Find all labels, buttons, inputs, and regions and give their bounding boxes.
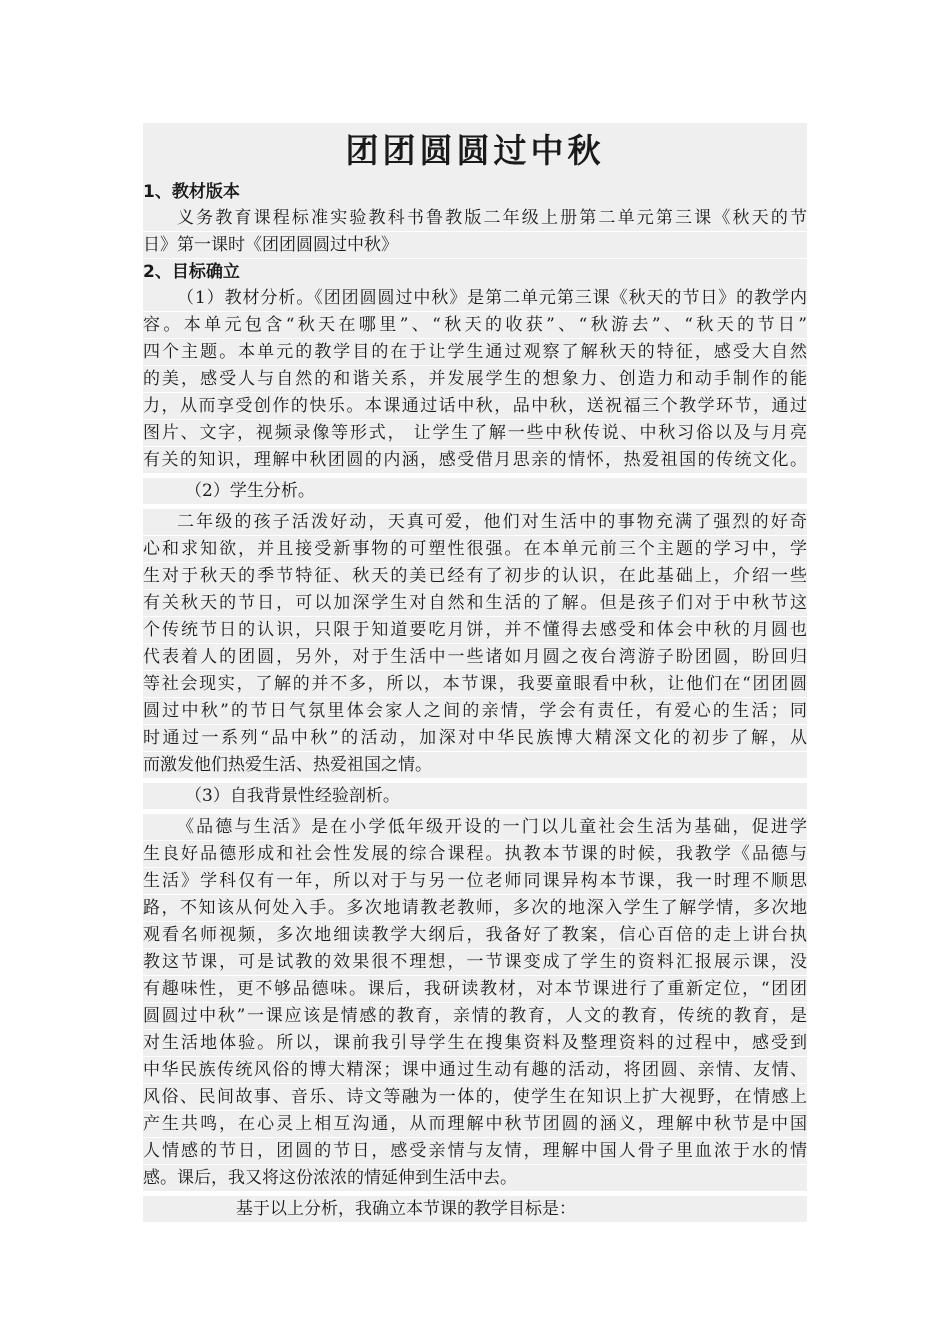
paragraph-self-experience-analysis <box>143 814 807 1191</box>
text-line: 等社会现实，了解的并不多，所以，本节课，我要童眼看中秋，让他们在“团团圆 <box>143 671 807 697</box>
text-line: 有关的知识，理解中秋团圆的内涵，感受借月思亲的情怀，热爱祖国的传统文化。 <box>143 447 807 473</box>
text-line: 时通过一系列“品中秋”的活动，加深对中华民族博大精深文化的初步了解，从 <box>143 725 807 751</box>
paragraph-textbook-version <box>143 205 807 258</box>
text-line: 日》第一课时《团团圆圆过中秋》 <box>143 232 807 258</box>
text-line: 感。课后，我又将这份浓浓的情延伸到生活中去。 <box>143 1165 807 1191</box>
paragraph-conclusion <box>143 1196 807 1222</box>
text-line: （3）自我背景性经验剖析。 <box>143 783 807 809</box>
text-line: 路，不知该从何处入手。多次地请教老教师，多次的地深入学生了解学情，多次地 <box>143 895 807 921</box>
document-body <box>143 123 807 1223</box>
text-line: 中华民族传统风俗的博大精深；课中通过生动有趣的活动，将团圆、亲情、友情、 <box>143 1057 807 1083</box>
text-line: （1）教材分析。《团团圆圆过中秋》是第二单元第三课《秋天的节日》的教学内 <box>143 285 807 311</box>
text-line: 观看名师视频，多次地细读教学大纲后，我备好了教案，信心百倍的走上讲台执 <box>143 922 807 948</box>
text-line: 基于以上分析，我确立本节课的教学目标是： <box>143 1196 807 1222</box>
text-line: 二年级的孩子活泼好动，天真可爱，他们对生活中的事物充满了强烈的好奇 <box>143 509 807 535</box>
text-line: （2）学生分析。 <box>143 478 807 504</box>
text-line: 有关秋天的节日，可以加深学生对自然和生活的了解。但是孩子们对于中秋节这 <box>143 590 807 616</box>
text-line: 生活》学科仅有一年，所以对于与另一位老师同课异构本节课，我一时理不顺思 <box>143 868 807 894</box>
text-line: 圆圆过中秋”一课应该是情感的教育，亲情的教育，人文的教育，传统的教育，是 <box>143 1003 807 1029</box>
text-line: 《品德与生活》是在小学低年级开设的一门以儿童社会生活为基础，促进学 <box>143 814 807 840</box>
text-line: 代表着人的团圆，另外，对于生活中一些诸如月圆之夜台湾游子盼团圆，盼回归 <box>143 644 807 670</box>
subheading-self-experience-analysis <box>143 783 807 809</box>
text-line: 有趣味性，更不够品德味。课后，我研读教材，对本节课进行了重新定位，“团团 <box>143 976 807 1002</box>
text-line: 四个主题。本单元的教学目的在于让学生通过观察了解秋天的特征，感受大自然 <box>143 339 807 365</box>
text-line: 个传统节日的认识，只限于知道要吃月饼，并不懂得去感受和体会中秋的月圆也 <box>143 617 807 643</box>
text-line: 圆过中秋”的节日气氛里体会家人之间的亲情，学会有责任，有爱心的生活；同 <box>143 698 807 724</box>
text-line: 图片、文字，视频录像等形式， 让学生了解一些中秋传说、中秋习俗以及与月亮 <box>143 420 807 446</box>
section-heading-textbook-version: 1、教材版本 <box>143 179 807 205</box>
paragraph-textbook-analysis <box>143 285 807 473</box>
text-line: 人情感的节日，团圆的节日，感受亲情与友情，理解中国人骨子里血浓于水的情 <box>143 1138 807 1164</box>
text-line: 风俗、民间故事、音乐、诗文等融为一体的，使学生在知识上扩大视野，在情感上 <box>143 1084 807 1110</box>
text-line: 义务教育课程标准实验教科书鲁教版二年级上册第二单元第三课《秋天的节 <box>143 205 807 231</box>
text-line: 生良好品德形成和社会性发展的综合课程。执教本节课的时候，我教学《品德与 <box>143 841 807 867</box>
text-line: 对生活地体验。所以，课前我引导学生在搜集资料及整理资料的过程中，感受到 <box>143 1030 807 1056</box>
text-line: 心和求知欲，并且接受新事物的可塑性很强。在本单元前三个主题的学习中，学 <box>143 536 807 562</box>
subheading-student-analysis <box>143 478 807 504</box>
text-line: 的美，感受人与自然的和谐关系，并发展学生的想象力、创造力和动手制作的能 <box>143 366 807 392</box>
text-line: 而激发他们热爱生活、热爱祖国之情。 <box>143 752 807 778</box>
text-line: 产生共鸣，在心灵上相互沟通，从而理解中秋节团圆的涵义，理解中秋节是中国 <box>143 1111 807 1137</box>
paragraph-student-analysis <box>143 509 807 778</box>
text-line: 容。本单元包含“秋天在哪里”、“秋天的收获”、“秋游去”、“秋天的节日” <box>143 312 807 338</box>
section-heading-goal-setting: 2、目标确立 <box>143 259 807 285</box>
text-line: 生对于秋天的季节特征、秋天的美已经有了初步的认识，在此基础上，介绍一些 <box>143 563 807 589</box>
text-line: 教这节课，可是试教的效果很不理想，一节课变成了学生的资料汇报展示课，没 <box>143 949 807 975</box>
document-title: 团团圆圆过中秋 <box>143 123 807 179</box>
text-line: 力，从而享受创作的快乐。本课通过话中秋，品中秋，送祝福三个教学环节，通过 <box>143 393 807 419</box>
